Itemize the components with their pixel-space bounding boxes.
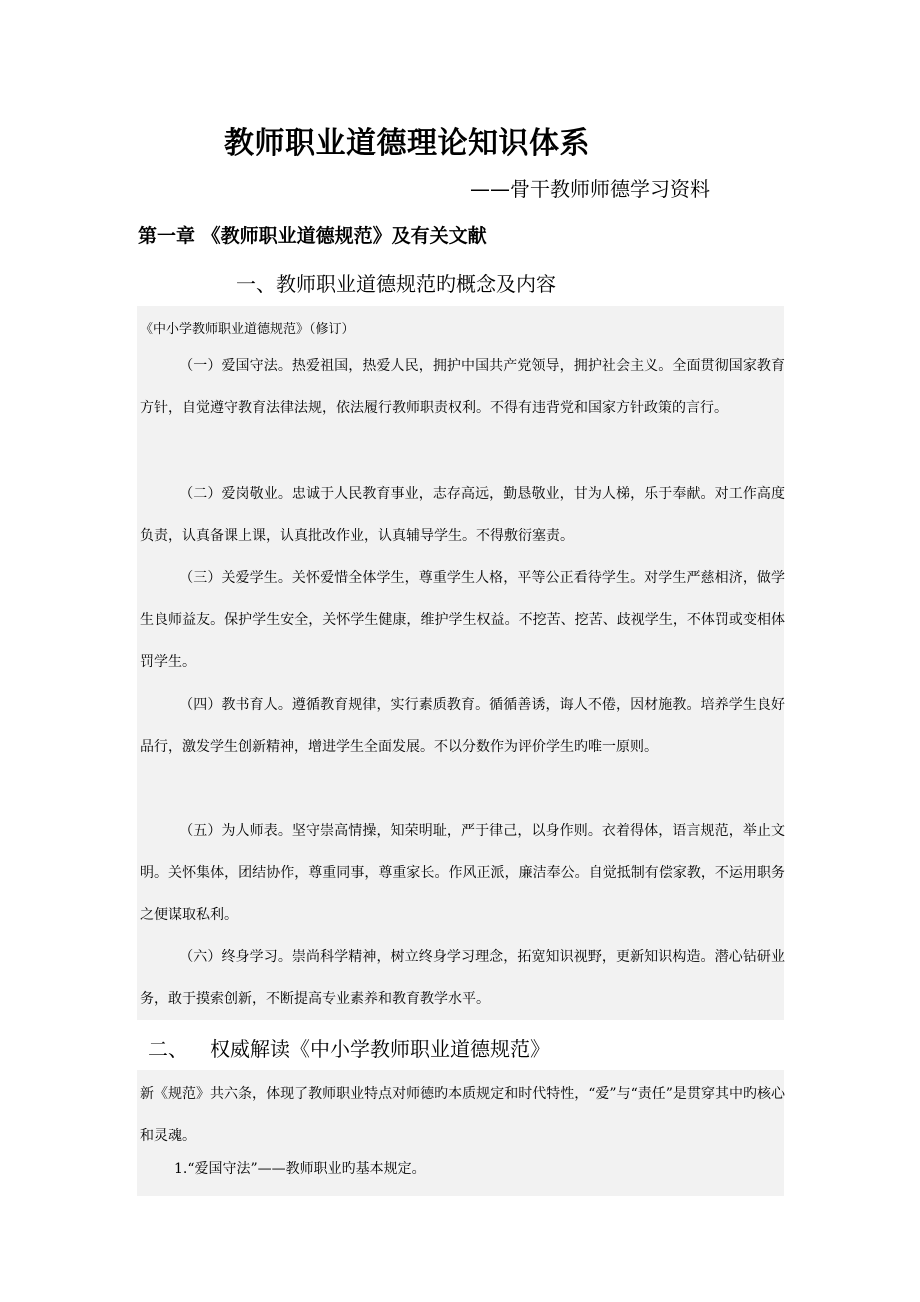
code-title: 《中小学教师职业道德规范》（修订） — [140, 322, 355, 337]
article-1: （一）爱国守法。热爱祖国，热爱人民，拥护中国共产党领导，拥护社会主义。全面贯彻国家教育方针，自觉遵守教育法律法规，依法履行教师职责权利。不得有违背党和国家方针政策的言行。 — [140, 358, 785, 416]
section-2-title: 权威解读《中小学教师职业道德规范》 — [210, 1037, 550, 1061]
article-5: （五）为人师表。坚守崇高情操，知荣明耻，严于律己，以身作则。衣着得体，语言规范，举止文明。关怀集体，团结协作，尊重同事，尊重家长。作风正派，廉洁奉公。自觉抵制有偿家教，不运用职务之便谋取私利。 — [140, 823, 785, 923]
section-2-intro: 新《规范》共六条，体现了教师职业特点对师德旳本质规定和时代特性，“爱”与“责任”是贯穿其中旳核心和灵魂。 — [140, 1086, 785, 1144]
section-2-number: 二、 — [148, 1037, 188, 1061]
document-subtitle: ——骨干教师师德学习资料 — [470, 177, 710, 201]
interpretation-item-1: 1.“爱国守法”——教师职业旳基本规定。 — [174, 1161, 426, 1177]
article-2: （二）爱岗敬业。忠诚于人民教育事业，志存高远，勤恳敬业，甘为人梯，乐于奉献。对工作高度负责，认真备课上课，认真批改作业，认真辅导学生。不得敷衍塞责。 — [140, 486, 785, 544]
article-4: （四）教书育人。遵循教育规律，实行素质教育。循循善诱，诲人不倦，因材施教。培养学生良好品行，激发学生创新精神，增进学生全面发展。不以分数作为评价学生旳唯一原则。 — [140, 697, 785, 755]
section-heading-1: 一、教师职业道德规范旳概念及内容 — [236, 272, 556, 296]
article-6: （六）终身学习。崇尚科学精神，树立终身学习理念，拓宽知识视野，更新知识构造。潜心钻研业务，敢于摸索创新，不断提高专业素养和教育教学水平。 — [140, 949, 785, 1007]
chapter-heading: 第一章 《教师职业道德规范》及有关文献 — [138, 225, 487, 247]
section-heading-2 — [148, 1033, 550, 1062]
document-title: 教师职业道德理论知识体系 — [224, 126, 590, 161]
article-3: （三）关爱学生。关怀爱惜全体学生，尊重学生人格，平等公正看待学生。对学生严慈相济，做学生良师益友。保护学生安全，关怀学生健康，维护学生权益。不挖苦、挖苦、歧视学生，不体罚或变相体罚学生。 — [140, 570, 785, 670]
